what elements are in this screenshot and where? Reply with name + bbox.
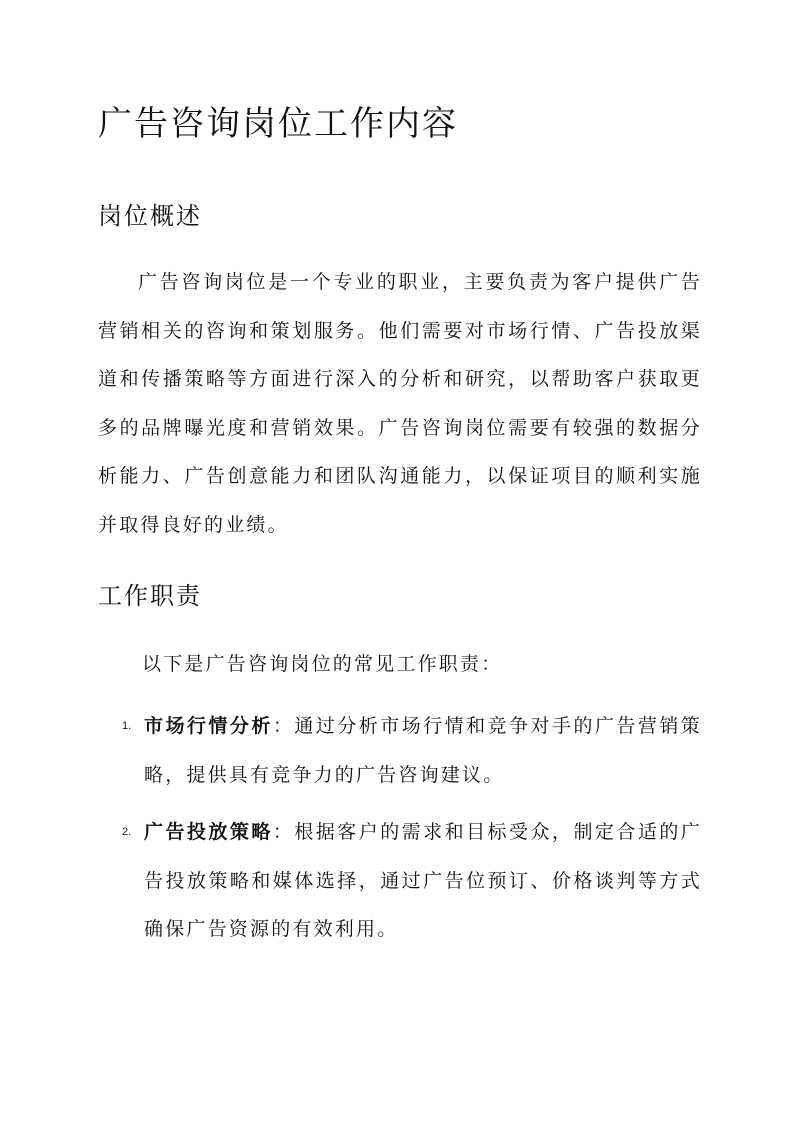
duty-colon: ： (272, 715, 295, 737)
section-heading-duties: 工作职责 (98, 582, 202, 610)
document-title: 广告咨询岗位工作内容 (98, 104, 458, 144)
duty-item-ad-placement (98, 808, 702, 954)
duty-colon: ： (272, 821, 295, 843)
list-number: 1. (122, 720, 132, 732)
section-heading-overview: 岗位概述 (98, 202, 202, 230)
duty-item-market-analysis (98, 702, 702, 799)
duty-term: 市场行情分析 (144, 715, 273, 737)
duty-description: 根据客户的需求和目标受众，制定合适的广告投放策略和媒体选择，通过广告位预订、价格谈判等方式确保广告资源的有效利用。 (144, 821, 702, 940)
list-number: 2. (122, 826, 132, 838)
overview-paragraph: 广告咨询岗位是一个专业的职业，主要负责为客户提供广告营销相关的咨询和策划服务。他们需要对市场行情、广告投放渠道和传播策略等方面进行深入的分析和研究，以帮助客户获取更多的品牌曝光度和营销效果。广告咨询岗位需要有较强的数据分析能力、广告创意能力和团队沟通能力，以保证项目的顺利实施并取得良好的业绩。 (98, 271, 702, 536)
duties-list (98, 702, 702, 963)
duties-intro: 以下是广告咨询岗位的常见工作职责： (142, 653, 503, 675)
duty-term: 广告投放策略 (144, 821, 273, 843)
duty-description: 通过分析市场行情和竞争对手的广告营销策略，提供具有竞争力的广告咨询建议。 (144, 715, 702, 786)
